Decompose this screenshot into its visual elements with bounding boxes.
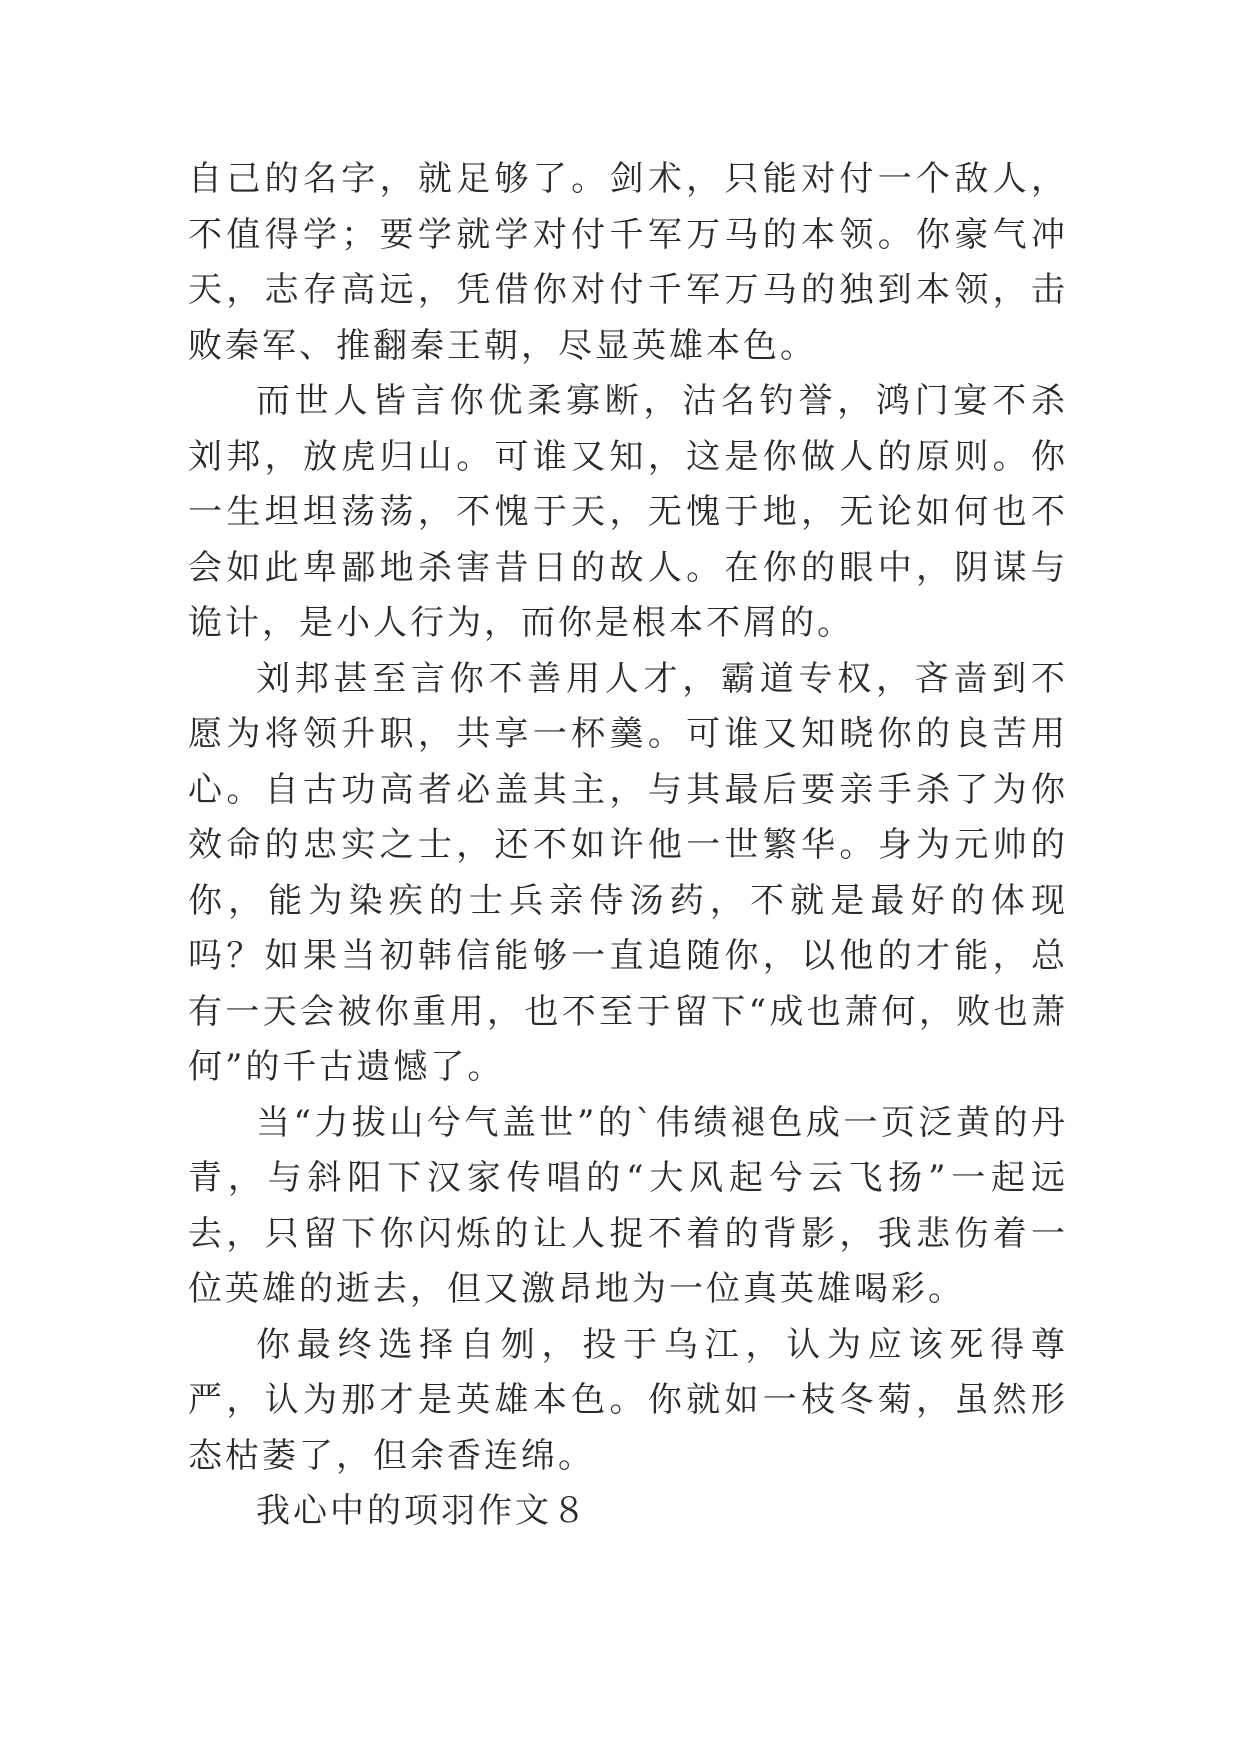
- paragraph-3: 刘邦甚至言你不善用人才，霸道专权，吝啬到不愿为将领升职，共享一杯羹。可谁又知晓你的良苦用心。自古功高者必盖其主，与其最后要亲手杀了为你效命的忠实之士，还不如许他一世繁华。身为元帅的你，能为染疾的士兵亲侍汤药，不就是最好的体现吗？如果当初韩信能够一直追随你，以他的才能，总有一天会被你重用，也不至于留下“成也萧何，败也萧何”的千古遗憾了。: [188, 658, 1068, 1087]
- body-text: [188, 152, 1068, 1540]
- next-essay-heading: 我心中的项羽作文８: [256, 1491, 589, 1531]
- paragraph-2: 而世人皆言你优柔寡断，沽名钓誉，鸿门宴不杀刘邦，放虎归山。可谁又知，这是你做人的原则。你一生坦坦荡荡，不愧于天，无愧于地，无论如何也不会如此卑鄙地杀害昔日的故人。在你的眼中，阴谋与诡计，是小人行为，而你是根本不屑的。: [188, 381, 1068, 643]
- paragraph-5: 你最终选择自刎，投于乌江，认为应该死得尊严，认为那才是英雄本色。你就如一枝冬菊，虽然形态枯萎了，但余香连绵。: [188, 1324, 1068, 1476]
- paragraph-4: 当“力拔山兮气盖世”的`伟绩褪色成一页泛黄的丹青，与斜阳下汉家传唱的“大风起兮云飞扬”一起远去，只留下你闪烁的让人捉不着的背影，我悲伤着一位英雄的逝去，但又激昂地为一位真英雄喝彩。: [188, 1102, 1068, 1309]
- paragraph-1: 自己的名字，就足够了。剑术，只能对付一个敌人，不值得学；要学就学对付千军万马的本领。你豪气冲天，志存高远，凭借你对付千军万马的独到本领，击败秦军、推翻秦王朝，尽显英雄本色。: [188, 159, 1068, 366]
